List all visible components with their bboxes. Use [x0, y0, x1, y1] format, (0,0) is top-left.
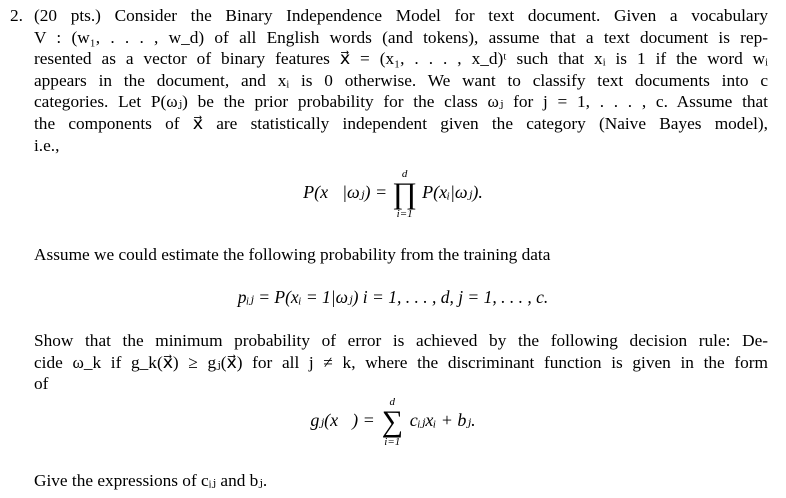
- estimate-sentence: Assume we could estimate the following probability from the training data: [34, 245, 551, 264]
- decision-line-2: cide ω_k if g_k(x⃗) ≥ gⱼ(x⃗) for all j ≠ k, where the discriminant function is given in the form: [34, 352, 768, 372]
- decision-rule-paragraph: [10, 330, 768, 395]
- equation3-rhs: cᵢⱼxᵢ + bⱼ.: [409, 410, 476, 431]
- intro-line-1: (20 pts.) Consider the Binary Independence Model for text document. Given a vocabulary: [34, 6, 768, 25]
- equation1-lhs: P(x⃗|ωⱼ) =: [303, 182, 388, 203]
- intro-line-7: i.e.,: [34, 135, 60, 155]
- product-lower-limit: i=1: [396, 208, 413, 220]
- equation-probability-estimate: pᵢⱼ = P(xᵢ = 1|ωⱼ) i = 1, . . . , d, j = 1, . . . , c.: [237, 287, 549, 307]
- decision-line-3: of: [34, 374, 49, 394]
- intro-line-4: appears in the document, and xᵢ is 0 otherwise. We want to classify text documents into c: [34, 70, 768, 90]
- intro-line-6: the components of x⃗ are statistically independent given the category (Naive Bayes model),: [34, 113, 768, 133]
- problem-intro-paragraph: [34, 5, 768, 156]
- final-question: Give the expressions of cᵢⱼ and bⱼ.: [34, 471, 268, 490]
- equation-naive-bayes-product: [0, 168, 786, 220]
- product-symbol: ∏: [392, 177, 417, 210]
- intro-line-2: V : (w₁, . . . , w_d) of all English words (and tokens), assume that a text document is rep-: [34, 27, 768, 47]
- decision-line-1: Show that the minimum probability of error is achieved by the following decision rule: De-: [34, 331, 768, 350]
- intro-line-5: categories. Let P(ωⱼ) be the prior probability for the class ωⱼ for j = 1, . . . , c. Assume that: [34, 92, 768, 112]
- equation1-rhs: P(xᵢ|ωⱼ).: [422, 182, 483, 203]
- intro-line-3: resented as a vector of binary features x⃗ = (x₁, . . . , x_d)ᵗ such that xᵢ is 1 if the word wᵢ: [34, 49, 768, 69]
- sum-symbol: ∑: [381, 405, 403, 438]
- sum-upper-limit: d: [389, 396, 396, 408]
- product-upper-limit: d: [401, 168, 408, 180]
- sum-lower-limit: i=1: [384, 436, 401, 448]
- equation3-lhs: gⱼ(x⃗) =: [310, 410, 375, 431]
- sum-operator: [379, 396, 405, 448]
- problem-number: 2.: [10, 6, 23, 25]
- decision-rule-text: [34, 330, 768, 395]
- equation-discriminant-function: [0, 396, 786, 448]
- product-operator: [392, 168, 418, 220]
- problem-statement: [10, 5, 768, 156]
